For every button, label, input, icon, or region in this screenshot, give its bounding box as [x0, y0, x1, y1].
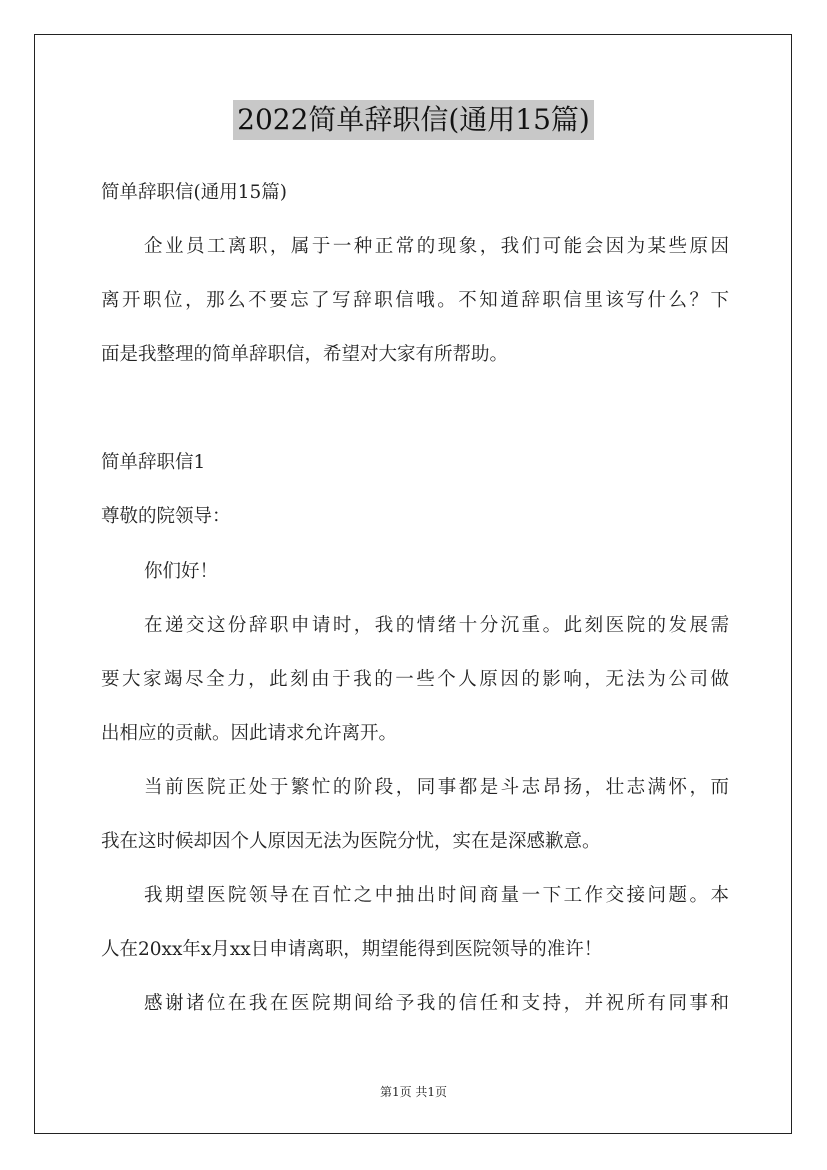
intro-line-2: 离开职位，那么不要忘了写辞职信哦。不知道辞职信里该写什么？下 — [101, 290, 729, 311]
paragraph2-line-1: 当前医院正处于繁忙的阶段，同事都是斗志昂扬，壮志满怀，而 — [144, 777, 729, 798]
paragraph3-line-2: 人在20xx年x月xx日申请离职，期望能得到医院领导的准许！ — [101, 939, 603, 960]
intro-line-3: 面是我整理的简单辞职信，希望对大家有所帮助。 — [101, 344, 509, 365]
document-title: 2022简单辞职信(通用15篇) — [233, 100, 594, 140]
title-container — [0, 100, 827, 140]
paragraph1-line-3: 出相应的贡献。因此请求允许离开。 — [101, 723, 398, 744]
intro-line-1: 企业员工离职，属于一种正常的现象，我们可能会因为某些原因 — [144, 236, 729, 257]
section-heading: 简单辞职信1 — [101, 452, 206, 473]
paragraph1-line-1: 在递交这份辞职申请时，我的情绪十分沉重。此刻医院的发展需 — [144, 615, 729, 636]
greeting: 你们好！ — [144, 561, 219, 582]
paragraph2-line-2: 我在这时候却因个人原因无法为医院分忧，实在是深感歉意。 — [101, 831, 601, 852]
paragraph1-line-2: 要大家竭尽全力，此刻由于我的一些个人原因的影响，无法为公司做 — [101, 669, 729, 690]
salutation: 尊敬的院领导： — [101, 506, 231, 527]
document-subtitle: 简单辞职信(通用15篇) — [101, 182, 287, 203]
page-footer: 第1页 共1页 — [379, 1085, 448, 1099]
paragraph4-line-1: 感谢诸位在我在医院期间给予我的信任和支持，并祝所有同事和 — [144, 993, 729, 1014]
paragraph3-line-1: 我期望医院领导在百忙之中抽出时间商量一下工作交接问题。本 — [144, 885, 729, 906]
